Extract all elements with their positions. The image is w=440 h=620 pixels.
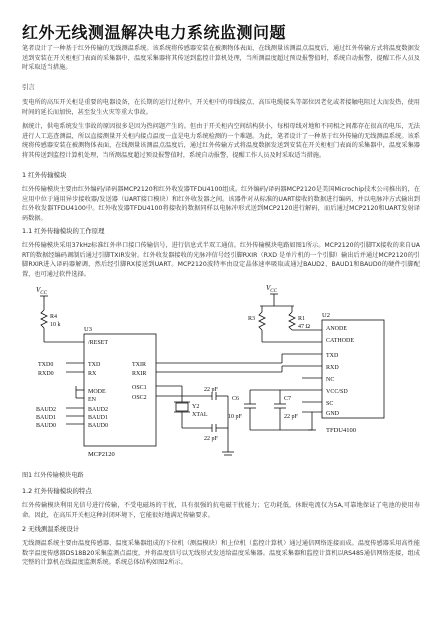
tfdu-pin-gnd: GND <box>326 411 339 417</box>
tfdu-pin-vcc-sd: VCC/SD <box>326 389 348 395</box>
vcc-left-label: $V_{CC}$ <box>36 286 47 296</box>
mcp-pin-rx: RX <box>88 371 97 377</box>
mcp-pin-baud2: BAUD2 <box>88 407 109 413</box>
c6-label: C6 <box>232 396 240 402</box>
mcp-pin-rxir: RXIR <box>132 371 147 377</box>
mcp-pin-baud1: BAUD1 <box>88 415 109 421</box>
paragraph-3: 红外传输模块主要由红外编码/译码器MCP2120和红外收发器TFDU4100组成。红外编码/译码器MCP2120是美国Microchip技术公司推出的，在应用中位于通用异步接收器/发送器（UART接口模块）和红外收发器之间。该器件对从标准的UART接收的数据进行编码，并以电脉冲方式输出到红外收发器TFDU4100中。红外收发器TFDU4100将接收的数据同样以电脉冲形式送到MCP2120进行解码，而后通过MCP2120和UART发射译码数据。 <box>22 186 420 222</box>
heading-section-1-1: 1.1 红外传输模块的工作原理 <box>22 227 105 235</box>
tfdu-pin-txd: TXD <box>326 353 339 359</box>
tfdu-pin-anode: ANODE <box>326 326 347 332</box>
u2-label: U2 <box>322 312 330 319</box>
circuit-diagram <box>22 280 422 465</box>
paragraph-1: 变电所的高压开关柜是重要的电器设备，在长期的运行过程中，开关柜中的母线接点、高压电缆接头等部位因老化或者接触电阻过大而发热，使用时间的延长而加快，甚至发生火灾等重大事故。 <box>22 99 420 116</box>
r4-label: R4 <box>50 314 58 320</box>
heading-section-1-2: 1.2 红外传输模块的特点 <box>22 487 92 495</box>
tfdu-pin-cathode: CATHODE <box>326 338 354 344</box>
mcp-pin-txir: TXIR <box>132 362 146 368</box>
mcp-pin-mode: MODE <box>88 389 106 395</box>
paragraph-6: 无线测温系统主要由温度传感器、温度采集器组成的下位机（测温模块）和上位机（监控计算机）通过通信网络连接而成。温度传感器采用高性能数字温度传感器DS18B20采集监测点温度，并将温度信号以无线形式发送给温度采集器。温度采集器和监控计算机以RS485通信网络连接，组成完整的计算机在线温度监测系统。系统总体结构如图2所示。 <box>22 540 420 567</box>
r4-value: 10 k <box>50 322 61 328</box>
mcp-pin-en: EN <box>88 397 96 403</box>
net-baud2: BAUD2 <box>36 407 57 413</box>
c7-label: C7 <box>284 396 292 402</box>
paragraph-4: 红外传输模块采用37kHz标准红外串口接口传输信号，进行信息式半双工通信。红外传输模块电路如图1所示。MCP2120的引脚TX接收的来自UART的数据经编码调制后通过引脚TXIR发射。红外收发器接收的光脉冲信号经引脚RXIR（RXD 是单片机的一个引脚）输出后并通过MCP2120的引脚RXIR进入译码器解调，然后经引脚RX接送到UART。MCP2120波特率由设定晶体速率吸取或通过BAUD2、BAUD1和BAUD0的硬件引脚配置，也可通过软件选择。 <box>22 242 420 278</box>
net-rxd0: RXD0 <box>38 371 54 377</box>
paragraph-2: 据统计，供电系统发生事故的原因很多是因为热问题产生的。但由于开关柜内空间结构狭小，每相母线对地和不同相之间都存在很高的电压，无法进行人工巡查测温，所以直接测量开关柜内接点温度一直是电力系统检测的一个难题。为此，笔者设计了一种基于红外传输的无线测温系统。该系统将传感器安装在被测物体表面，在线测量该测温点温度后，通过红外传输方式将温度数据发送到安装在开关柜柜门表面的采集器中，温度采集器将其传送到监控计算机处理，当所测温度超过预设报警值时，系统自动报警，提醒工作人员及时采取适当措施。 <box>22 123 420 159</box>
heading-section-1: 1 红外传输模块 <box>22 171 67 179</box>
mcp-name-label: MCP2120 <box>88 451 115 458</box>
mcp-pin-baud0: BAUD0 <box>88 423 109 429</box>
tfdu-pin-rxd: RXD <box>326 365 339 371</box>
intro-paragraph: 笔者设计了一种基于红外传输的无线测温系统。该系统将传感器安装在被测物体表面，在线测量该测温点温度后，通过红外传输方式将温度数据发送到安装在开关柜柜门表面的采集器中，温度采集器将其传送到监控计算机处理，当所测温度超过预设报警值时，系统自动报警，提醒工作人员及时采取适当措施。 <box>22 45 420 72</box>
net-txd0: TXD0 <box>38 362 54 368</box>
r1-value: 47 Ω <box>298 324 310 330</box>
cap-left-1-value: 22 pF <box>204 387 218 393</box>
u3-label: U3 <box>84 326 92 333</box>
mcp-pin-txd: TXD <box>88 362 101 368</box>
page-title: 红外无线测温解决电力系统监测问题 <box>22 23 287 42</box>
mcp-pin-osc1: OSC1 <box>132 385 147 391</box>
r3-label: R3 <box>248 316 256 322</box>
figure-caption: 图1 红外传输模块电路 <box>22 472 84 479</box>
c6-value: 10 pF <box>228 414 242 420</box>
paragraph-5: 红外传输模块利用光信号进行传输，不受电磁场的干扰，具有很强的抗电磁干扰能力；它功耗低，休眠电流仅为5A,可靠地保证了电池的使用寿命。因此，在高压开关柜这种封闭环境下，它能很好地满足传输要求。 <box>22 502 420 519</box>
r1-label: R1 <box>298 316 306 322</box>
heading-yinyan: 引言 <box>22 83 35 91</box>
cap-left-2-value: 22 pF <box>204 436 218 442</box>
mcp-pin-reset: /RESET <box>88 340 109 346</box>
tfdu-name-label: TFDU4100 <box>326 427 356 434</box>
c7-value: 22 pF <box>284 414 298 420</box>
mcp-pin-osc2: OSC2 <box>132 395 147 401</box>
y2-label: Y2 <box>192 404 200 410</box>
vcc-right-label: $V_{CC}$ <box>266 284 277 294</box>
net-baud0: BAUD0 <box>36 423 57 429</box>
tfdu-pin-sc: SC <box>326 401 334 407</box>
xtal-label: XTAL <box>192 412 208 418</box>
net-baud1: BAUD1 <box>36 415 57 421</box>
heading-section-2: 2 无线测温系统设计 <box>22 525 80 533</box>
tfdu-pin-nc: NC <box>326 377 335 383</box>
